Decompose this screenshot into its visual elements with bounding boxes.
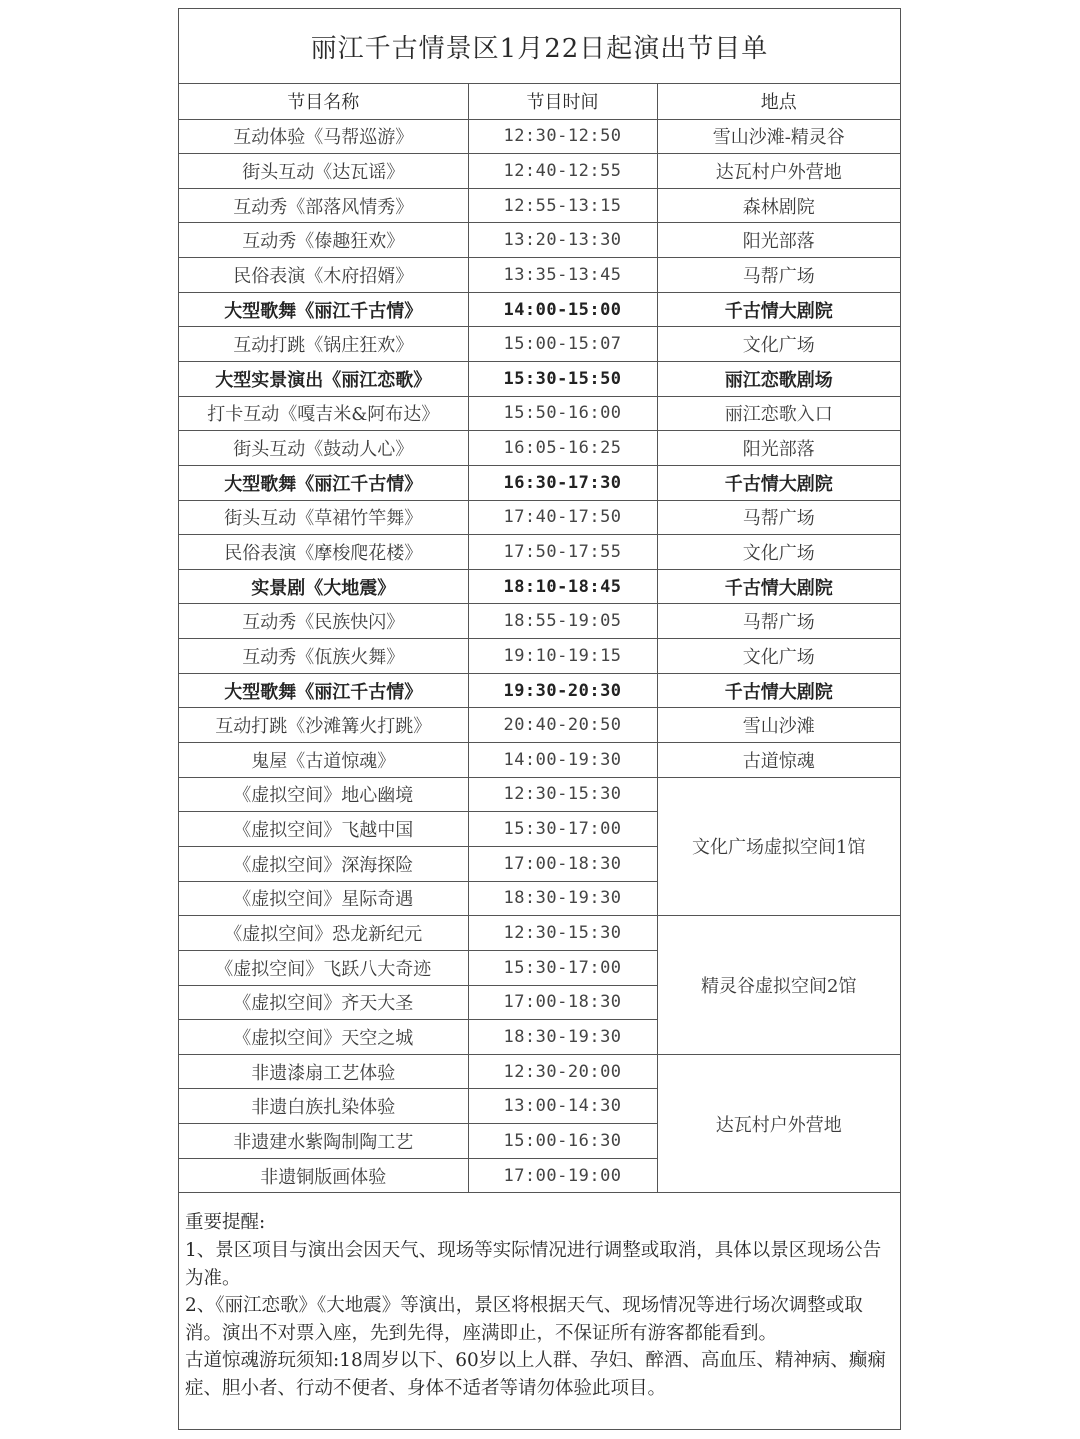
program-time: 20:40-20:50 [468, 708, 657, 743]
program-location: 文化广场 [657, 639, 900, 674]
program-time: 12:55-13:15 [468, 188, 657, 223]
schedule-sheet [178, 8, 901, 1430]
program-location: 千古情大剧院 [657, 569, 900, 604]
program-location: 丽江恋歌入口 [657, 396, 900, 431]
program-name: 大型歌舞《丽江千古情》 [179, 465, 468, 500]
program-time: 12:30-15:30 [468, 916, 657, 951]
important-notes [179, 1193, 900, 1402]
table-row [179, 154, 900, 189]
schedule-table [179, 84, 900, 1193]
program-name: 大型实景演出《丽江恋歌》 [179, 361, 468, 396]
program-name: 非遗建水紫陶制陶工艺 [179, 1124, 468, 1159]
table-row [179, 292, 900, 327]
program-name: 大型歌舞《丽江千古情》 [179, 292, 468, 327]
program-name: 互动秀《部落风情秀》 [179, 188, 468, 223]
program-time: 14:00-15:00 [468, 292, 657, 327]
program-name: 街头互动《草裙竹竿舞》 [179, 500, 468, 535]
table-row [179, 535, 900, 570]
program-time: 17:00-18:30 [468, 846, 657, 881]
program-time: 15:00-16:30 [468, 1124, 657, 1159]
program-name: 民俗表演《木府招婿》 [179, 258, 468, 293]
program-time: 18:30-19:30 [468, 1020, 657, 1055]
program-name: 《虚拟空间》齐天大圣 [179, 985, 468, 1020]
program-time: 16:05-16:25 [468, 431, 657, 466]
program-name: 街头互动《达瓦谣》 [179, 154, 468, 189]
program-time: 15:30-17:00 [468, 950, 657, 985]
program-location: 千古情大剧院 [657, 465, 900, 500]
group-location: 文化广场虚拟空间1馆 [657, 777, 900, 916]
table-row [179, 327, 900, 362]
table-row [179, 604, 900, 639]
program-time: 19:30-20:30 [468, 673, 657, 708]
program-time: 19:10-19:15 [468, 639, 657, 674]
program-time: 13:20-13:30 [468, 223, 657, 258]
program-time: 17:40-17:50 [468, 500, 657, 535]
program-name: 《虚拟空间》飞越中国 [179, 812, 468, 847]
table-row [179, 465, 900, 500]
table-row [179, 743, 900, 778]
program-name: 《虚拟空间》地心幽境 [179, 777, 468, 812]
table-row [179, 916, 900, 951]
program-name: 实景剧《大地震》 [179, 569, 468, 604]
program-location: 雪山沙滩-精灵谷 [657, 119, 900, 154]
column-header-time: 节目时间 [468, 84, 657, 119]
note-item-1: 1、景区项目与演出会因天气、现场等实际情况进行调整或取消，具体以景区现场公告为准。 [185, 1239, 882, 1289]
program-name: 互动秀《傣趣狂欢》 [179, 223, 468, 258]
program-time: 12:40-12:55 [468, 154, 657, 189]
program-time: 18:30-19:30 [468, 881, 657, 916]
program-name: 打卡互动《嘎吉米&阿布达》 [179, 396, 468, 431]
program-time: 17:00-18:30 [468, 985, 657, 1020]
table-row [179, 258, 900, 293]
page-title: 丽江千古情景区1月22日起演出节目单 [179, 9, 900, 84]
program-name: 非遗漆扇工艺体验 [179, 1054, 468, 1089]
program-location: 雪山沙滩 [657, 708, 900, 743]
program-location: 马帮广场 [657, 604, 900, 639]
program-location: 阳光部落 [657, 431, 900, 466]
table-row [179, 119, 900, 154]
program-name: 非遗白族扎染体验 [179, 1089, 468, 1124]
notes-heading: 重要提醒: [185, 1212, 266, 1234]
program-name: 《虚拟空间》飞跃八大奇迹 [179, 950, 468, 985]
program-location: 古道惊魂 [657, 743, 900, 778]
program-time: 12:30-12:50 [468, 119, 657, 154]
column-header-name: 节目名称 [179, 84, 468, 119]
group-location: 达瓦村户外营地 [657, 1054, 900, 1193]
table-row [179, 188, 900, 223]
program-location: 文化广场 [657, 535, 900, 570]
program-name: 大型歌舞《丽江千古情》 [179, 673, 468, 708]
program-time: 15:50-16:00 [468, 396, 657, 431]
program-location: 森林剧院 [657, 188, 900, 223]
schedule-table-body [179, 119, 900, 1193]
program-time: 15:30-15:50 [468, 361, 657, 396]
program-name: 互动体验《马帮巡游》 [179, 119, 468, 154]
program-location: 文化广场 [657, 327, 900, 362]
program-time: 13:00-14:30 [468, 1089, 657, 1124]
table-row [179, 673, 900, 708]
table-row [179, 1054, 900, 1089]
program-name: 互动秀《民族快闪》 [179, 604, 468, 639]
table-header-row [179, 84, 900, 119]
table-row [179, 396, 900, 431]
column-header-location: 地点 [657, 84, 900, 119]
program-location: 千古情大剧院 [657, 292, 900, 327]
program-location: 达瓦村户外营地 [657, 154, 900, 189]
program-time: 18:55-19:05 [468, 604, 657, 639]
program-location: 千古情大剧院 [657, 673, 900, 708]
program-time: 17:00-19:00 [468, 1158, 657, 1193]
program-name: 《虚拟空间》星际奇遇 [179, 881, 468, 916]
table-row [179, 569, 900, 604]
table-row [179, 361, 900, 396]
program-time: 15:00-15:07 [468, 327, 657, 362]
program-time: 17:50-17:55 [468, 535, 657, 570]
program-name: 非遗铜版画体验 [179, 1158, 468, 1193]
program-name: 互动打跳《锅庄狂欢》 [179, 327, 468, 362]
table-row [179, 431, 900, 466]
program-location: 阳光部落 [657, 223, 900, 258]
program-name: 街头互动《鼓动人心》 [179, 431, 468, 466]
program-location: 丽江恋歌剧场 [657, 361, 900, 396]
program-name: 互动秀《佤族火舞》 [179, 639, 468, 674]
program-location: 马帮广场 [657, 258, 900, 293]
table-row [179, 777, 900, 812]
note-item-2: 2、《丽江恋歌》《大地震》等演出，景区将根据天气、现场情况等进行场次调整或取消。演出不对票入座，先到先得，座满即止，不保证所有游客都能看到。 [185, 1295, 863, 1344]
program-name: 民俗表演《摩梭爬花楼》 [179, 535, 468, 570]
table-row [179, 708, 900, 743]
program-time: 14:00-19:30 [468, 743, 657, 778]
program-time: 13:35-13:45 [468, 258, 657, 293]
program-time: 12:30-20:00 [468, 1054, 657, 1089]
program-name: 鬼屋《古道惊魂》 [179, 743, 468, 778]
group-location: 精灵谷虚拟空间2馆 [657, 916, 900, 1055]
program-name: 《虚拟空间》恐龙新纪元 [179, 916, 468, 951]
program-name: 互动打跳《沙滩篝火打跳》 [179, 708, 468, 743]
program-time: 16:30-17:30 [468, 465, 657, 500]
program-time: 15:30-17:00 [468, 812, 657, 847]
program-name: 《虚拟空间》天空之城 [179, 1020, 468, 1055]
program-time: 12:30-15:30 [468, 777, 657, 812]
table-row [179, 223, 900, 258]
program-location: 马帮广场 [657, 500, 900, 535]
program-time: 18:10-18:45 [468, 569, 657, 604]
note-item-3: 古道惊魂游玩须知:18周岁以下、60岁以上人群、孕妇、醉酒、高血压、精神病、癫痫症、胆小者、行动不便者、身体不适者等请勿体验此项目。 [185, 1350, 886, 1399]
table-row [179, 500, 900, 535]
program-name: 《虚拟空间》深海探险 [179, 846, 468, 881]
table-row [179, 639, 900, 674]
